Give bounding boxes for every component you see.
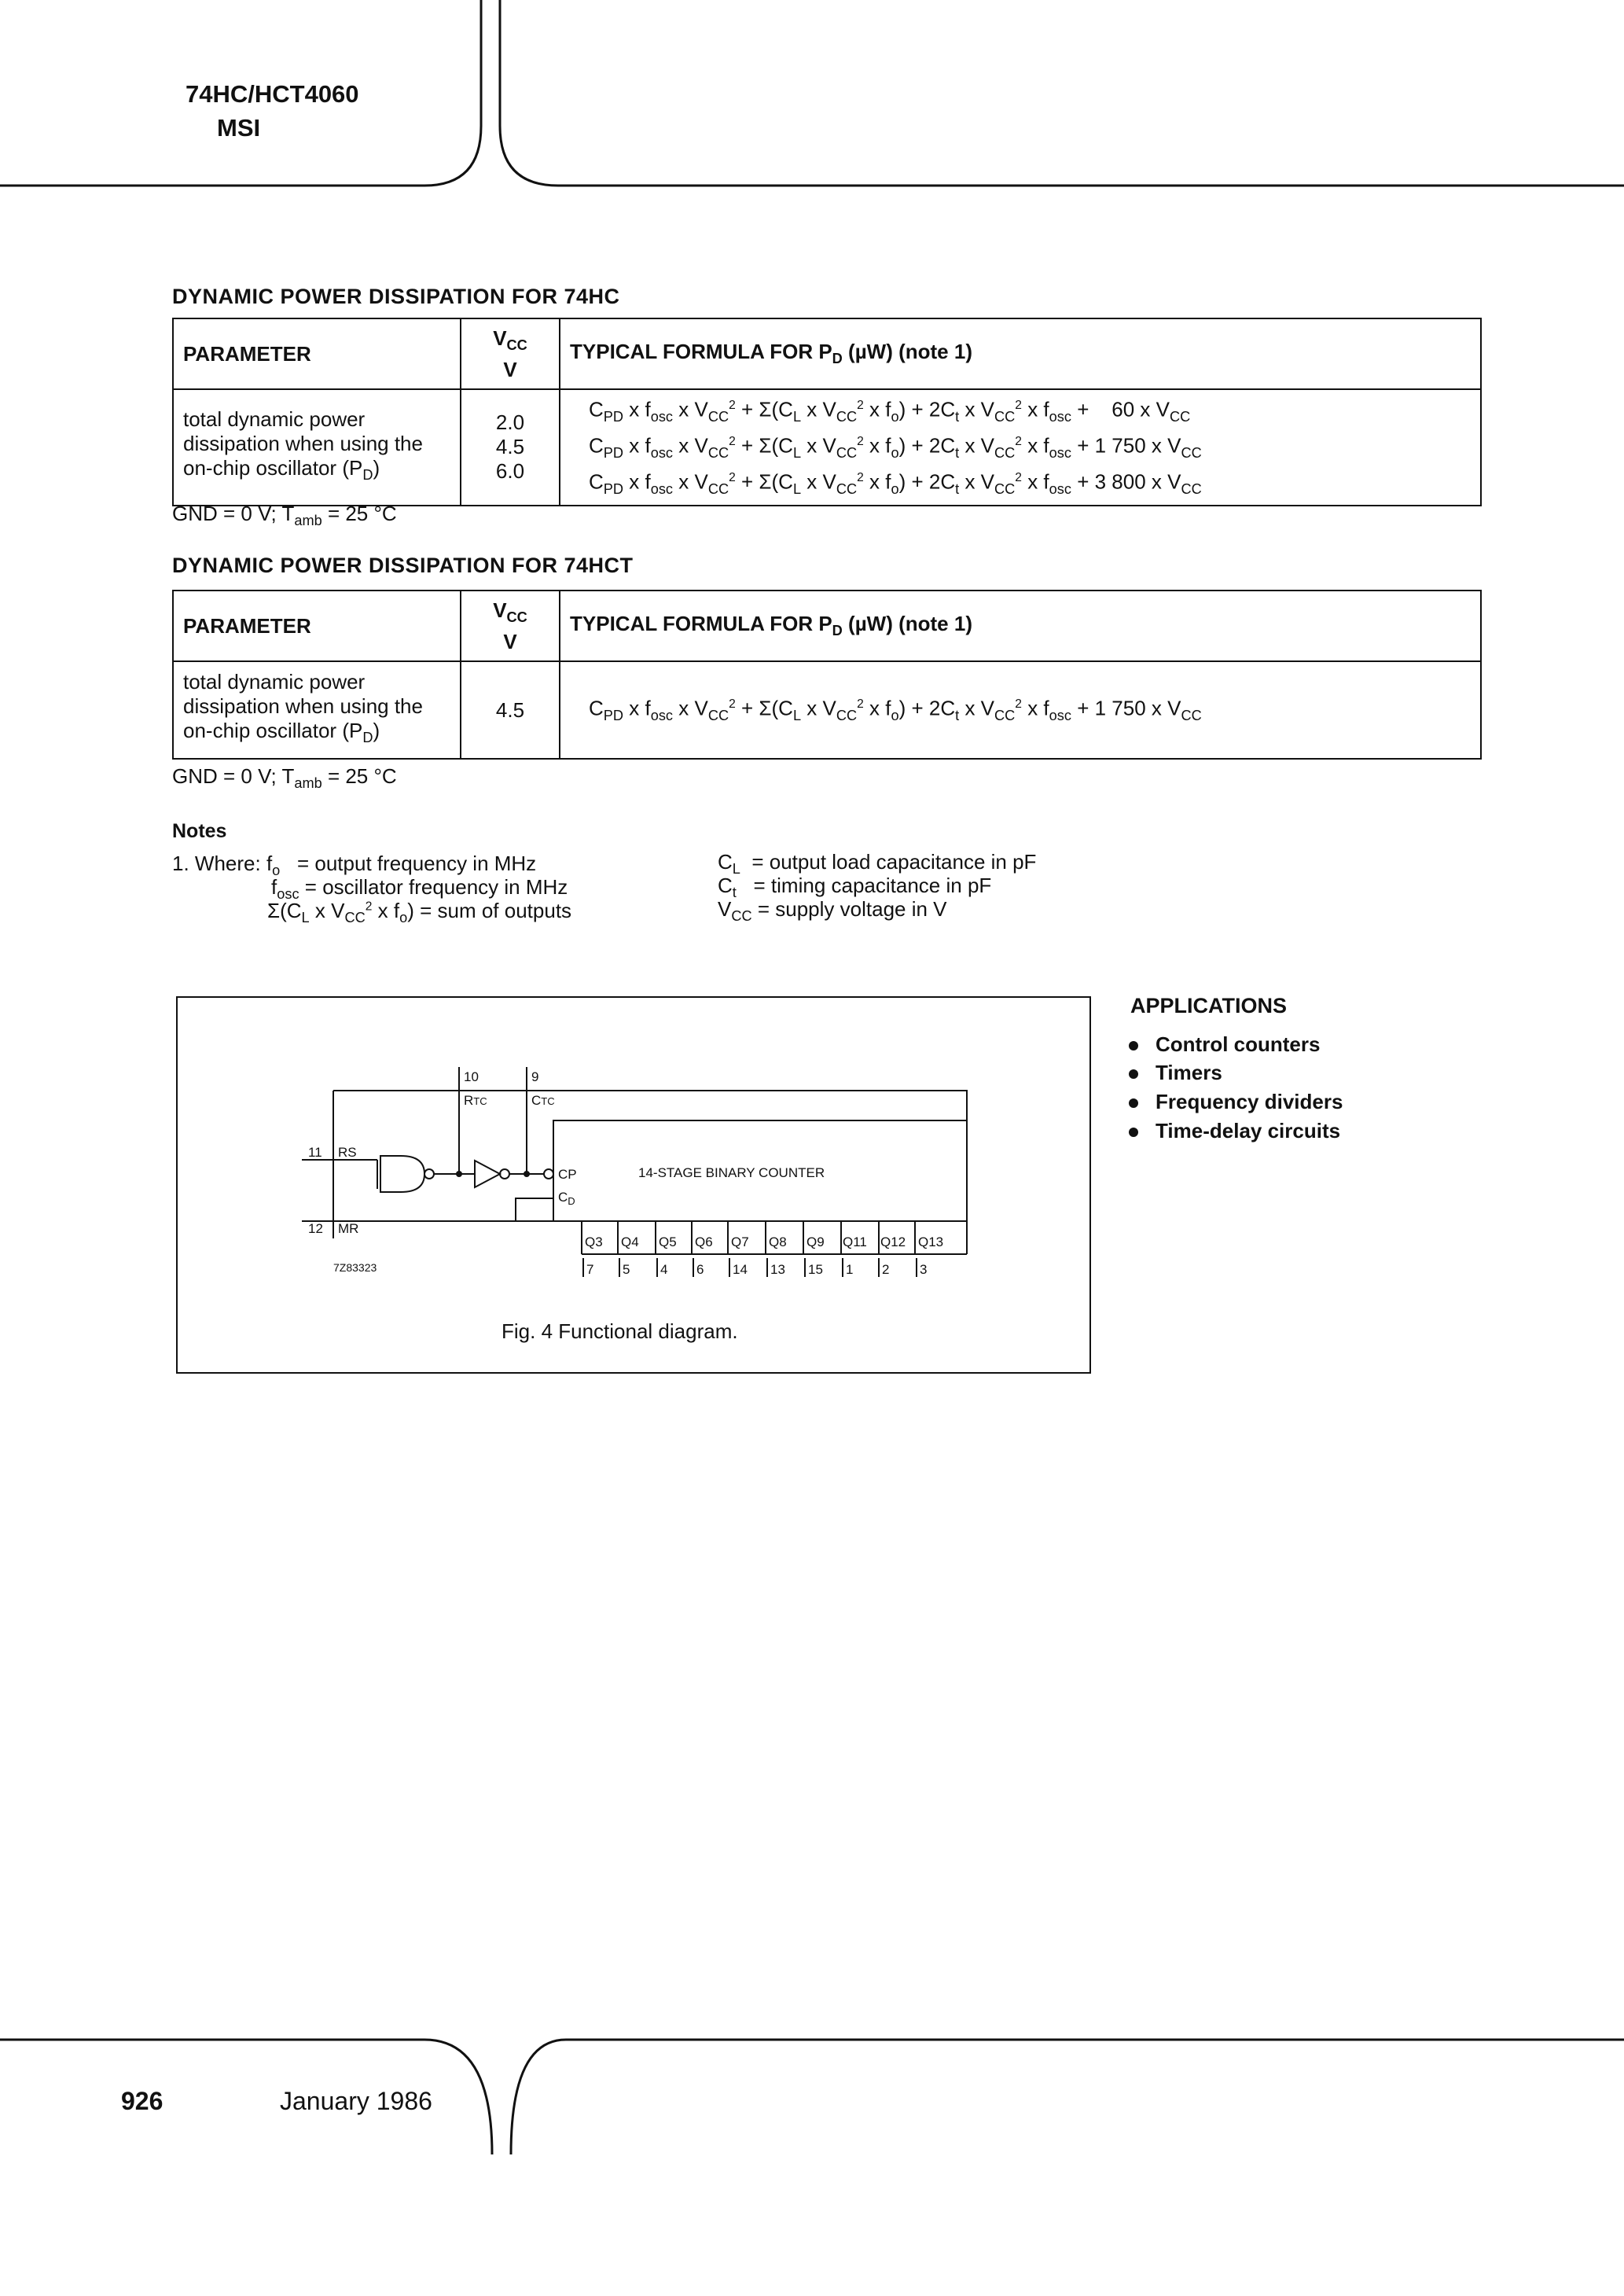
- output-label: Q9: [806, 1234, 825, 1249]
- hct-section-title: DYNAMIC POWER DISSIPATION FOR 74HCT: [172, 554, 634, 577]
- hc-formula-row: $C_{PD}$ x $f_{osc}$ x $V_{CC}^2 + \Sigma(C_L$ x $V_{CC}^2$ x $f_o) + 2C_t$ x $V_{CC}^2$ x $f_{osc} + 3$ 800 x $V_{CC}$: [589, 469, 1202, 497]
- page-number: 926: [121, 2087, 164, 2115]
- output-label: Q13: [918, 1234, 944, 1249]
- output-label: Q11: [843, 1234, 867, 1249]
- hc-col-vcc: $V_{CC}$ V: [461, 318, 560, 389]
- pin-ctc: 9: [531, 1069, 539, 1084]
- output-label: Q5: [659, 1234, 677, 1249]
- figure-caption: Fig. 4 Functional diagram.: [502, 1319, 738, 1343]
- output-label: Q8: [769, 1234, 787, 1249]
- output-label: Q12: [880, 1234, 906, 1249]
- hct-vcc-cell: 4.5: [461, 661, 560, 759]
- application-item: Timers: [1129, 1061, 1222, 1085]
- output-pin: 15: [808, 1262, 823, 1277]
- bullet-icon: [1129, 1041, 1138, 1050]
- label-ctc: CTC: [531, 1093, 555, 1108]
- diagram-labels: [308, 1069, 943, 1277]
- hc-section-title: DYNAMIC POWER DISSIPATION FOR 74HC: [172, 285, 620, 308]
- hct-formula-row: $C_{PD}$ x $f_{osc}$ x $V_{CC}^2 + \Sigma(C_L$ x $V_{CC}^2$ x $f_o) + 2C_t$ x $V_{CC}^2$ x $f_{osc} + 1$ 750 x $V_{CC}$: [589, 696, 1202, 723]
- application-item: Time-delay circuits: [1129, 1119, 1340, 1143]
- output-pin: 4: [660, 1262, 668, 1277]
- bullet-icon: [1129, 1098, 1138, 1108]
- pin-rs: 11: [308, 1145, 322, 1160]
- label-rs: RS: [338, 1145, 357, 1160]
- note-vcc: $V_{CC}$ = supply voltage in V: [718, 897, 947, 925]
- hc-formula-row: $C_{PD}$ x $f_{osc}$ x $V_{CC}^2 + \Sigma(C_L$ x $V_{CC}^2$ x $f_o) + 2C_t$ x $V_{CC}^2$ x $f_{osc} + 1$ 750 x $V_{CC}$: [589, 433, 1202, 461]
- output-pin: 6: [696, 1262, 704, 1277]
- output-pin: 3: [920, 1262, 928, 1277]
- hct-col-vcc: $V_{CC}$ V: [461, 591, 560, 661]
- hct-parameter-cell: total dynamic power dissipation when using the on-chip oscillator $(P_D)$: [173, 661, 461, 759]
- counter-label: 14-STAGE BINARY COUNTER: [638, 1165, 825, 1180]
- label-rtc: RTC: [464, 1093, 487, 1108]
- hc-vcc-cell: 2.0 4.5 6.0: [461, 389, 560, 506]
- output-pin: 2: [882, 1262, 890, 1277]
- hct-col-formula: TYPICAL FORMULA FOR $P_D$ (µW) (note 1): [560, 591, 1481, 661]
- part-number: 74HC/HCT4060: [186, 80, 359, 108]
- device-class: MSI: [217, 114, 261, 142]
- hc-formula-row: $C_{PD}$ x $f_{osc}$ x $V_{CC}^2 + \Sigma(C_L$ x $V_{CC}^2$ x $f_o) + 2C_t$ x $V_{CC}^2$ x $f_{osc}$ + 60 x $V_{CC}$: [589, 397, 1191, 425]
- bullet-icon: [1129, 1069, 1138, 1079]
- hc-condition: GND = 0 V; $T_{amb} = 25$ °C: [172, 502, 397, 529]
- applications-title: APPLICATIONS: [1130, 994, 1288, 1017]
- note-ct: $C_t$ = timing capacitance in pF: [718, 874, 992, 901]
- hc-col-parameter: PARAMETER: [173, 318, 461, 389]
- output-label: Q7: [731, 1234, 749, 1249]
- hct-col-parameter: PARAMETER: [173, 591, 461, 661]
- note-where: 1. Where: $f_o$ = output frequency in MHz: [172, 852, 537, 879]
- output-label: Q4: [621, 1234, 639, 1249]
- label-cd: $C_D$: [558, 1190, 575, 1207]
- label-mr: MR: [338, 1221, 359, 1236]
- output-pin: 7: [586, 1262, 594, 1277]
- application-item: Control counters: [1129, 1032, 1320, 1057]
- note-sum: $\Sigma(C_L$ x $V_{CC}^2$ x $f_o$) = sum of outputs: [267, 899, 572, 926]
- bullet-icon: [1129, 1128, 1138, 1137]
- notes-title: Notes: [172, 820, 227, 842]
- label-cp: CP: [558, 1167, 577, 1182]
- hc-parameter-cell: total dynamic power dissipation when using the on-chip oscillator $(P_D)$: [173, 389, 461, 506]
- publication-date: January 1986: [280, 2087, 432, 2115]
- output-pin: 14: [733, 1262, 748, 1277]
- hct-condition: GND = 0 V; $T_{amb} = 25$ °C: [172, 764, 397, 792]
- pin-rtc: 10: [464, 1069, 479, 1084]
- note-cl: $C_L$ = output load capacitance in pF: [718, 850, 1037, 878]
- output-pin: 5: [623, 1262, 630, 1277]
- output-pin: 1: [846, 1262, 854, 1277]
- diagram-code: 7Z83323: [333, 1261, 377, 1274]
- hc-col-formula: TYPICAL FORMULA FOR $P_D$ (µW) (note 1): [560, 318, 1481, 389]
- output-label: Q3: [585, 1234, 603, 1249]
- note-fosc: $f_{osc}$ = oscillator frequency in MHz: [271, 875, 568, 903]
- application-item: Frequency dividers: [1129, 1090, 1343, 1114]
- pin-mr: 12: [308, 1221, 323, 1236]
- output-pin: 13: [770, 1262, 785, 1277]
- output-label: Q6: [695, 1234, 713, 1249]
